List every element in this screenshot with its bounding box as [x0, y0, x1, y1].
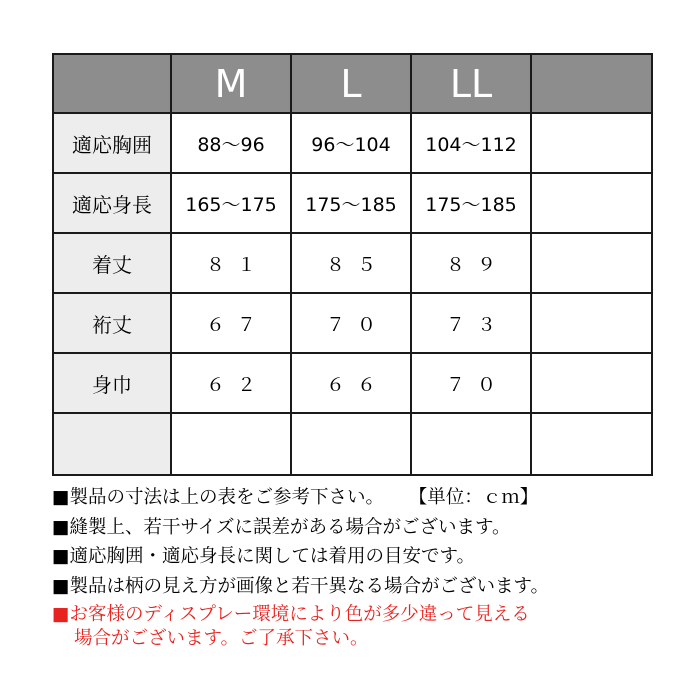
- row-label: 身巾: [53, 353, 171, 413]
- value-cell: [531, 233, 652, 293]
- value-cell: [411, 293, 531, 353]
- table-row: [53, 233, 652, 293]
- size-table: [52, 53, 653, 476]
- value-cell: [411, 173, 531, 233]
- note-line: [52, 483, 692, 513]
- note-text: ■製品の寸法は上の表をご参考下さい。: [52, 487, 384, 508]
- value-cell: [291, 293, 411, 353]
- table-row: [53, 113, 652, 173]
- header-label: L: [340, 61, 362, 106]
- note-line: ■適応胸囲・適応身長に関しては着用の目安です。: [52, 546, 476, 567]
- value-text: ７０: [445, 373, 508, 396]
- row-label: 適応身長: [53, 173, 171, 233]
- table-header-row: [53, 54, 652, 113]
- table-row: [53, 353, 652, 413]
- value-text: 88～96: [197, 133, 265, 156]
- warning-note-line: ■お客様のディスプレー環境により色が多少違って見える: [52, 604, 530, 625]
- value-cell: [531, 293, 652, 353]
- header-size-m: [171, 54, 291, 113]
- value-text: 175～185: [305, 193, 397, 216]
- row-label: 適応胸囲: [53, 113, 171, 173]
- header-label: LL: [449, 61, 493, 106]
- header-size-l: [291, 54, 411, 113]
- note-line: ■縫製上、若干サイズに誤差がある場合がございます。: [52, 516, 511, 538]
- header-corner-cell: [53, 54, 171, 113]
- value-cell: [411, 113, 531, 173]
- header-size-ll: [411, 54, 531, 113]
- value-cell: [411, 353, 531, 413]
- value-text: ８５: [325, 253, 388, 276]
- table-row: [53, 413, 652, 475]
- row-label: [53, 413, 171, 475]
- value-text: 165～175: [185, 193, 277, 216]
- value-text: ８１: [205, 253, 268, 276]
- header-empty-cell: [531, 54, 652, 113]
- table-row: [53, 173, 652, 233]
- unit-label: 【単位：ｃｍ】: [417, 487, 539, 508]
- row-label: 着丈: [53, 233, 171, 293]
- value-text: ６６: [325, 373, 388, 396]
- value-text: 96～104: [311, 133, 391, 156]
- value-cell: [291, 173, 411, 233]
- value-cell: [531, 413, 652, 475]
- header-label: M: [214, 61, 248, 106]
- table-row: [53, 293, 652, 353]
- note-line: ■製品は柄の見え方が画像と若干異なる場合がございます。: [52, 575, 550, 597]
- value-text: ６７: [205, 313, 268, 336]
- value-text: ６２: [205, 373, 268, 396]
- value-text: ７０: [325, 313, 388, 336]
- notes-section: [52, 483, 692, 651]
- value-cell: [291, 413, 411, 475]
- value-text: 104～112: [425, 133, 517, 156]
- value-cell: [531, 353, 652, 413]
- value-text: ８９: [445, 253, 508, 276]
- value-cell: [531, 173, 652, 233]
- value-text: ７３: [445, 313, 508, 336]
- value-cell: [171, 413, 291, 475]
- row-label: 裄丈: [53, 293, 171, 353]
- value-text: 175～185: [425, 193, 517, 216]
- value-cell: [171, 173, 291, 233]
- value-cell: [171, 293, 291, 353]
- value-cell: [531, 113, 652, 173]
- value-cell: [171, 233, 291, 293]
- value-cell: [291, 353, 411, 413]
- warning-note-line: 場合がございます。ご了承下さい。: [74, 628, 369, 649]
- value-cell: [171, 113, 291, 173]
- value-cell: [291, 233, 411, 293]
- value-cell: [171, 353, 291, 413]
- value-cell: [411, 413, 531, 475]
- value-cell: [411, 233, 531, 293]
- value-cell: [291, 113, 411, 173]
